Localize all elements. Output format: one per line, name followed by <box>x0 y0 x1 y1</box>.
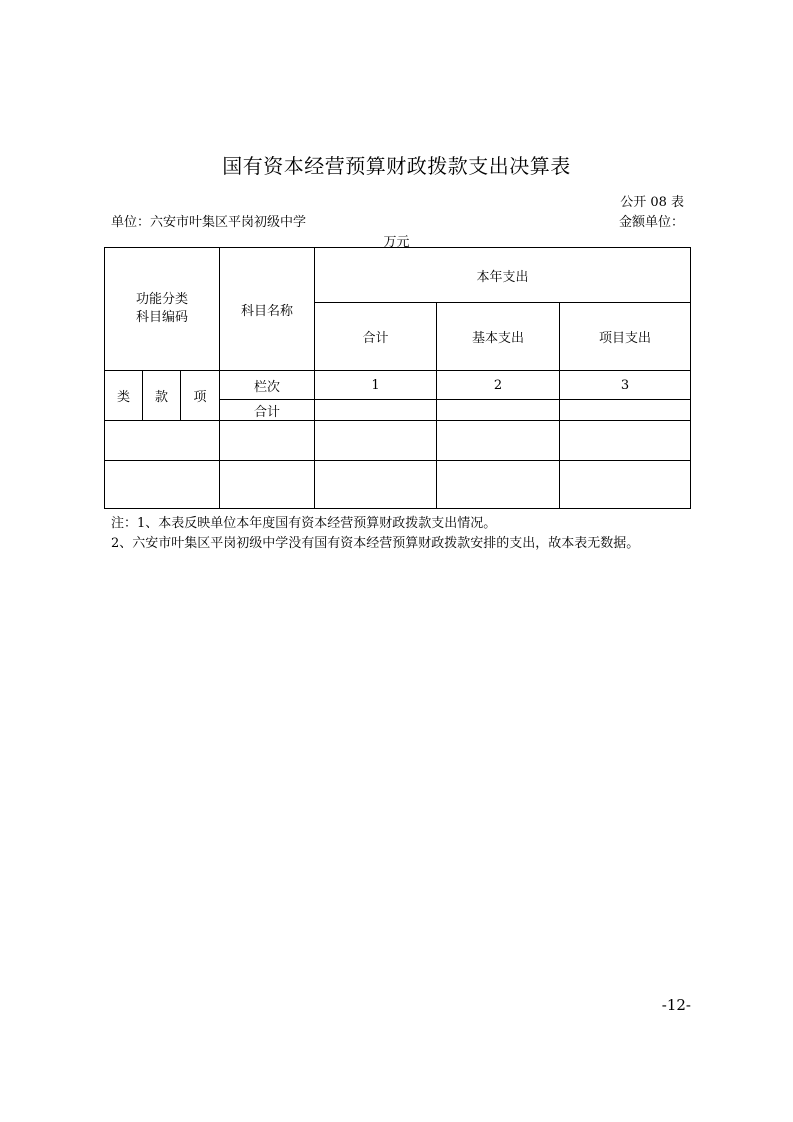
func-class-line1: 功能分类 <box>135 292 188 307</box>
col-total-header: 合计 <box>315 303 437 371</box>
empty-total-cell <box>315 421 437 461</box>
row-index-2: 2 <box>437 371 560 400</box>
empty-name-cell <box>220 461 315 509</box>
row-index-3: 3 <box>560 371 691 400</box>
func-class-header <box>105 248 220 371</box>
amount-unit-value: 万元 <box>383 235 410 250</box>
spending-table <box>104 247 691 509</box>
empty-code-cell <box>105 461 220 509</box>
col-project-header: 项目支出 <box>560 303 691 371</box>
row-index <box>105 371 691 400</box>
kuan-cell: 款 <box>143 371 181 421</box>
table-row <box>105 421 691 461</box>
func-class-line2: 科目编码 <box>135 310 188 325</box>
col-basic-header: 基本支出 <box>437 303 560 371</box>
empty-total-cell <box>315 461 437 509</box>
empty-code-cell <box>105 421 220 461</box>
amount-unit-label: 金额单位： <box>618 215 684 230</box>
empty-project-cell <box>560 461 691 509</box>
header-row-1 <box>105 248 691 303</box>
empty-name-cell <box>220 421 315 461</box>
empty-basic-cell <box>437 461 560 509</box>
current-year-spending-header: 本年支出 <box>315 248 691 303</box>
unit-label: 单位：六安市叶集区平岗初级中学 <box>111 215 307 230</box>
subject-name-header: 科目名称 <box>220 248 315 371</box>
empty-basic-cell <box>437 421 560 461</box>
row-total-sum <box>315 400 437 421</box>
row-index-1: 1 <box>315 371 437 400</box>
table-row <box>105 461 691 509</box>
notes <box>111 514 639 554</box>
row-total-label: 合计 <box>220 400 315 421</box>
row-index-label: 栏次 <box>220 371 315 400</box>
page-title: 国有资本经营预算财政拨款支出决算表 <box>222 154 571 178</box>
row-total-project <box>560 400 691 421</box>
lei-cell: 类 <box>105 371 143 421</box>
xiang-cell: 项 <box>181 371 220 421</box>
note-1: 注：1、本表反映单位本年度国有资本经营预算财政拨款支出情况。 <box>111 516 497 531</box>
form-code: 公开 08 表 <box>620 195 684 210</box>
note-2: 2、六安市叶集区平岗初级中学没有国有资本经营预算财政拨款安排的支出，故本表无数据。 <box>111 536 640 551</box>
page-number: -12- <box>661 996 691 1014</box>
empty-project-cell <box>560 421 691 461</box>
row-total-basic <box>437 400 560 421</box>
